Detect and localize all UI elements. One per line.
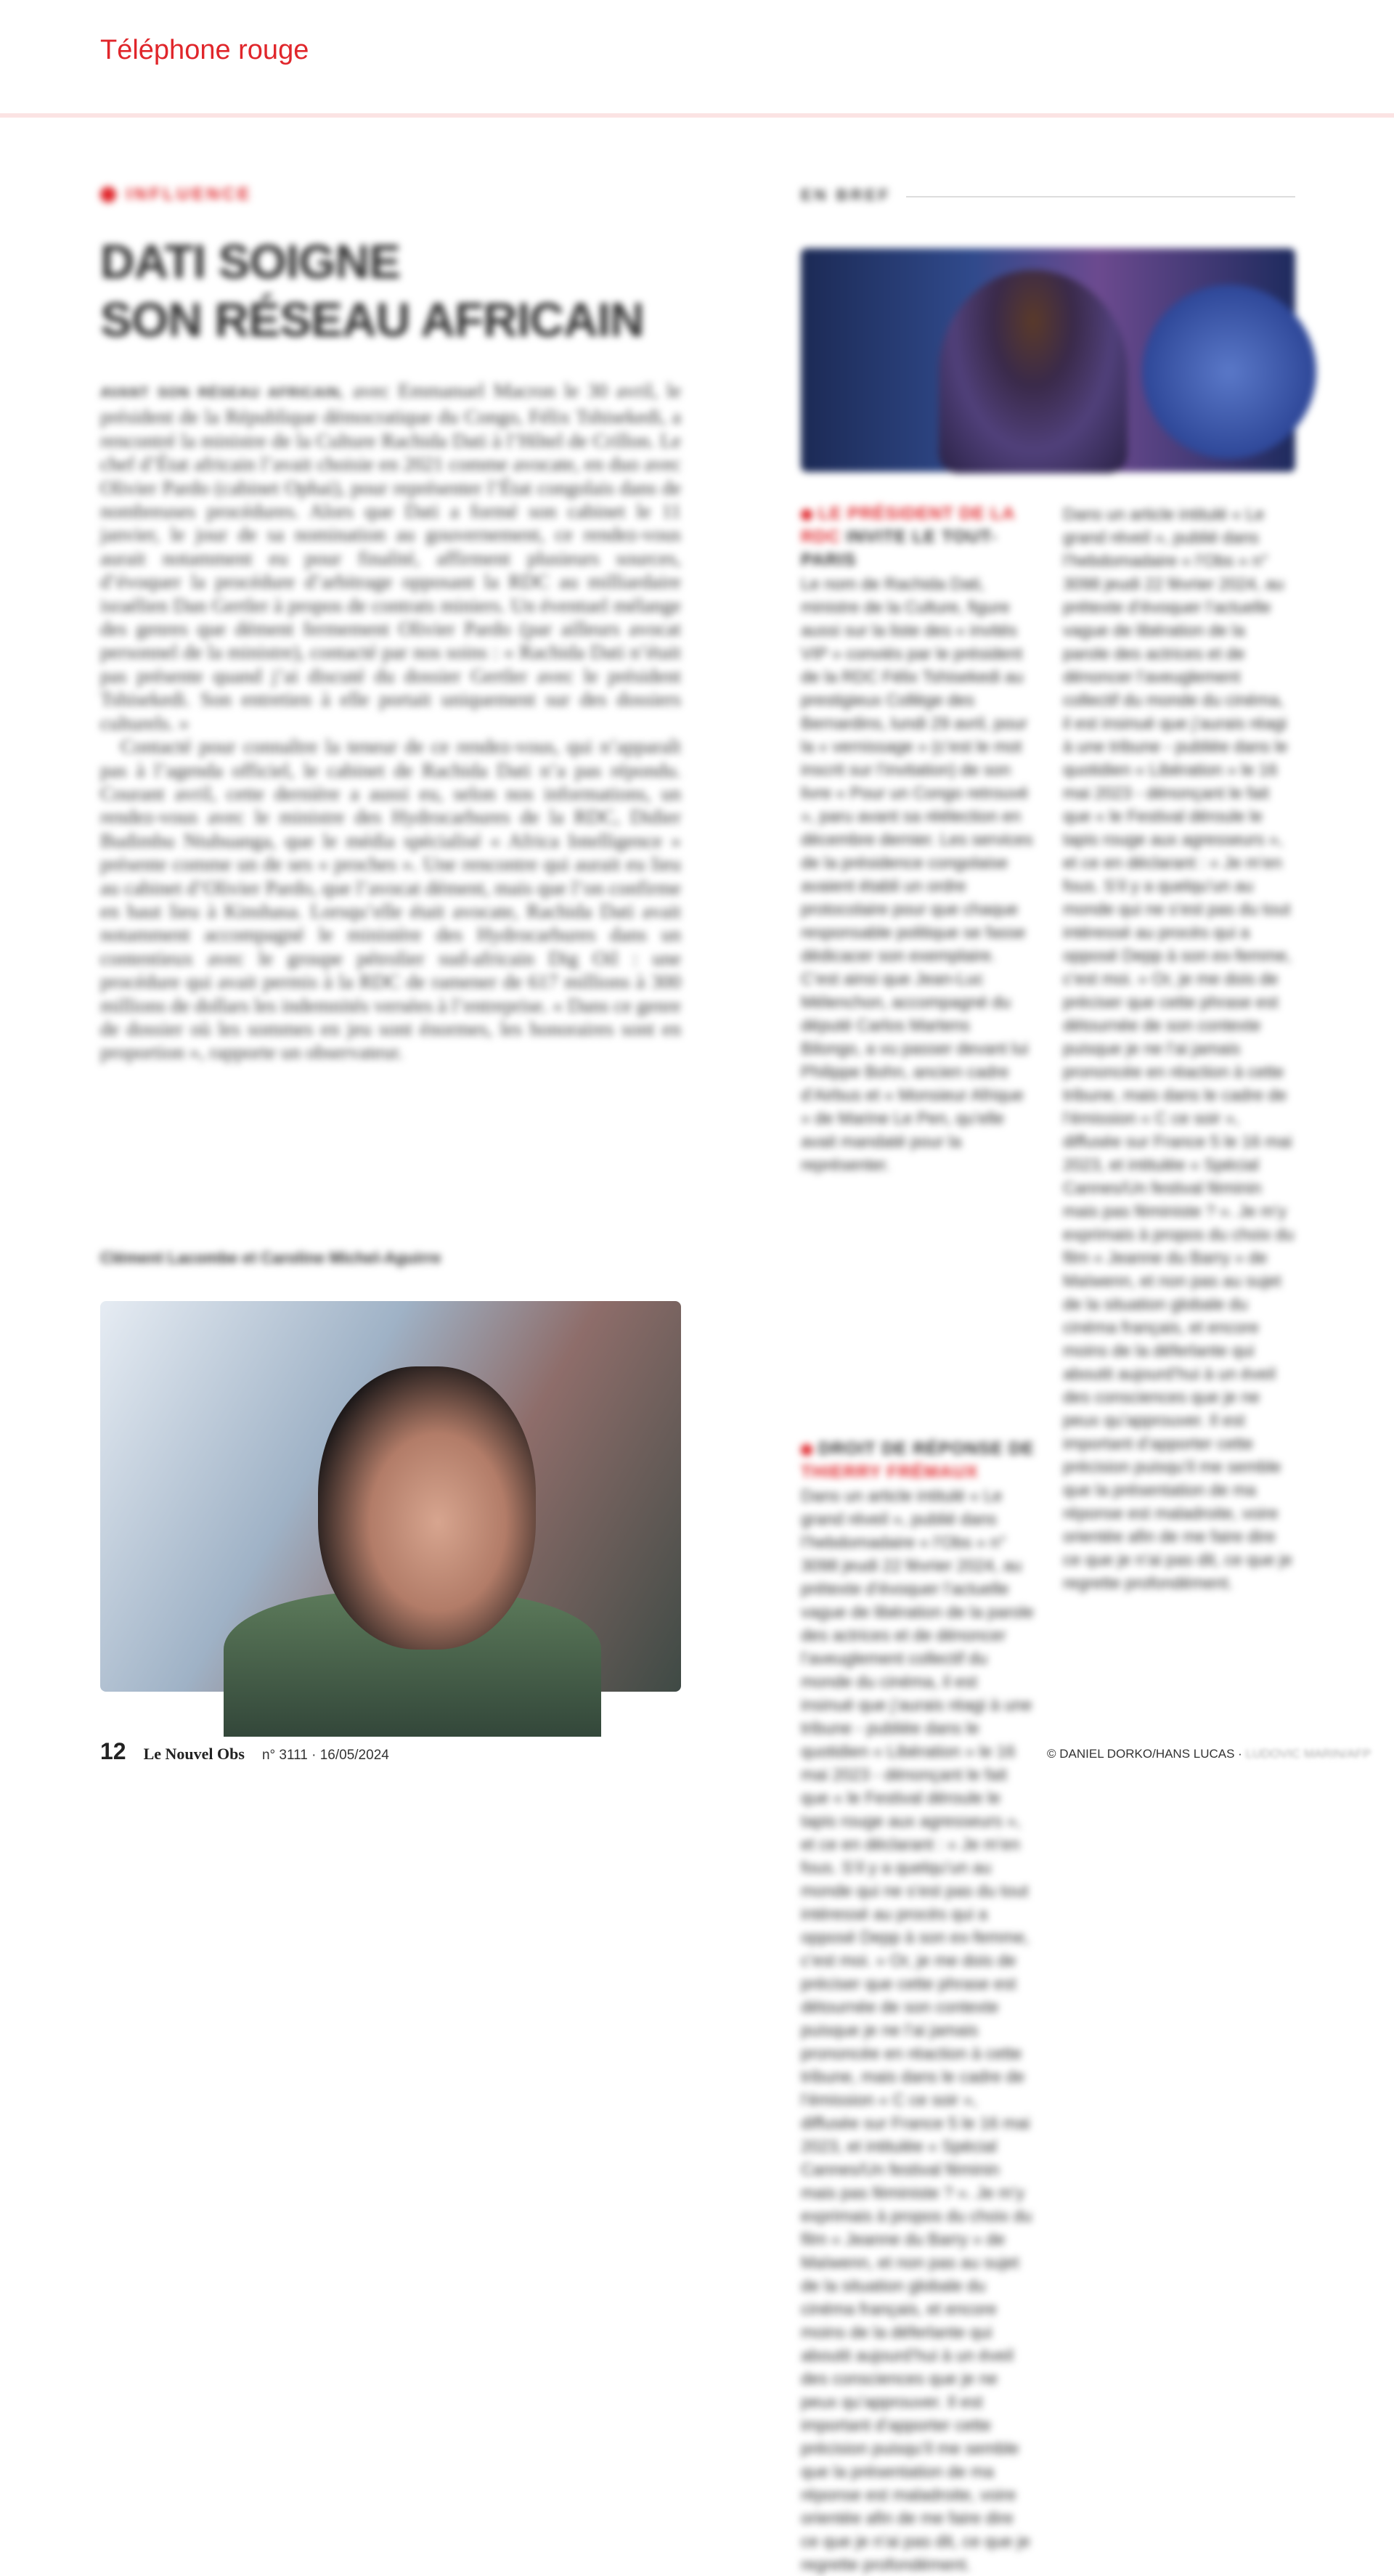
section-title: Téléphone rouge bbox=[100, 35, 309, 65]
photo-credits bbox=[1047, 1747, 1371, 1761]
photo-globe-shape bbox=[1142, 285, 1316, 459]
bullet-dot-icon bbox=[801, 509, 812, 521]
photo-credit-faded: LUDOVIC MARIN/AFP bbox=[1245, 1747, 1371, 1761]
brief-item-2-heading bbox=[801, 1438, 1035, 1484]
headline-line-2: SON RÉSEAU AFRICAIN bbox=[100, 293, 644, 346]
article-kicker bbox=[100, 184, 252, 205]
bullet-dot-icon bbox=[801, 1444, 812, 1456]
article-photo bbox=[100, 1301, 681, 1692]
brief-item-2-continued bbox=[1063, 502, 1295, 1700]
publication-name: Le Nouvel Obs bbox=[143, 1745, 245, 1763]
header-rule bbox=[0, 113, 1394, 118]
page-footer bbox=[100, 1738, 389, 1765]
brief-item-2-body bbox=[801, 1484, 1035, 2574]
paragraph-1-text: avec Emmanuel Macron le 30 avril, le président de la République démocratique du Congo, Félix Tshisekedi, a rencontré la ministre de la Culture Rachida Dati à l’Hôtel de Crillon. Le chef d’État africain l’avait choisie en 2021 comme avocate, en duo avec Olivier Pardo (cabinet Ophai), pour représenter l’État congolais dans de nombreuses procédures. Alors que Dati a formé son cabinet le 11 janvier, le jour de sa nomination au gouvernement, ce rendez-vous aurait notamment eu pour finalité, affirment plusieurs sources, d’évoquer la procédure d’arbitrage opposant la RDC au milliardaire israélien Dan Gertler à propos de contrats miniers. Un éventuel mélange des genres que dément fermement Olivier Pardo (par ailleurs avocat personnel de la ministre), contacté par nos soins : « Rachida Dati n’était pas présente quand j’ai discuté du dossier Gertler avec le président Tshisekedi. Son entretien à elle portait uniquement sur des dossiers culturels. » bbox=[100, 379, 681, 734]
photo-credit-main: © DANIEL DORKO/HANS LUCAS · bbox=[1047, 1747, 1242, 1761]
issue-info: n° 3111 · 16/05/2024 bbox=[261, 1748, 389, 1763]
brief-item-2 bbox=[801, 1438, 1035, 2574]
kicker-label: INFLUENCE bbox=[126, 184, 253, 204]
brief-item-2-head-dark: DROIT DE RÉPONSE DE bbox=[818, 1439, 1035, 1459]
photo-subject-face bbox=[318, 1366, 536, 1650]
brief-section-label: EN BREF bbox=[801, 186, 892, 204]
brief-item-2-head-red: THIERRY FRÉMAUX bbox=[801, 1462, 979, 1482]
article-headline bbox=[100, 232, 681, 349]
article-paragraph-1 bbox=[100, 379, 681, 735]
brief-rule bbox=[906, 196, 1295, 197]
photo-person-shape bbox=[939, 270, 1128, 473]
page-header bbox=[0, 0, 1394, 116]
brief-item-1 bbox=[801, 502, 1035, 1176]
article-lead-in: AVANT SON RÉSEAU AFRICAIN, bbox=[100, 386, 344, 401]
brief-column-continuation: Dans un article intitulé « Le grand réveil », publié dans l’hebdomadaire « l’Obs » n° 3098 jeudi 22 février 2024, au prétexte d’évoquer l’actuelle vague de libération de la parole des actrices et de dénoncer l’aveuglement collectif du monde du cinéma, il est insinué que j’aurais réagi à une tribune - publiée dans le quotidien « Libération » le 16 mai 2023 - dénonçant le fait que « le Festival déroule le tapis rouge aux agresseurs », et ce en déclarant : « Je m’en fous. S’il y a quelqu’un au monde qui ne s’est pas du tout intéressé au procès qui a opposé Depp à son ex-femme, c’est moi. » Or, je me dois de préciser que cette phrase est détournée de son contexte puisque je ne l’ai jamais prononcée en réaction à cette tribune, mais dans le cadre de l’émission « C ce soir », diffusée sur France 5 le 16 mai 2023, et intitulée « Spécial Cannes/Un festival féminin mais pas féministe ? ». Je m’y exprimais à propos du choix du film « Jeanne du Barry » de Maïwenn, et non pas au sujet de la situation globale du cinéma français, et encore moins de la déferlante qui aboutit aujourd’hui à un éveil des consciences que je ne peux qu’approuver. Il est important d’apporter cette précision puisqu’il me semble que la présentation de ma réponse est maladroite, voire orientée afin de me faire dire ce que je n’ai pas dit, ce que je regrette profondément. bbox=[1063, 505, 1295, 1592]
brief-photo bbox=[801, 248, 1295, 472]
brief-item-1-head-dark: INVITE LE TOUT-PARIS bbox=[801, 527, 998, 570]
headline-line-1: DATI SOIGNE bbox=[100, 235, 401, 288]
brief-item-2-body-text: Dans un article intitulé « Le grand réveil », publié dans l’hebdomadaire « l’Obs » n° 3098 jeudi 22 février 2024, au prétexte d’évoquer l’actuelle vague de libération de la parole des actrices et de dénoncer l’aveuglement collectif du monde du cinéma, il est insinué que j’aurais réagi à une tribune - publiée dans le quotidien « Libération » le 16 mai 2023 - dénonçant le fait que « le Festival déroule le tapis rouge aux agresseurs », et ce en déclarant : « Je m’en fous. S’il y a quelqu’un au monde qui ne s’est pas du tout intéressé au procès qui a opposé Depp à son ex-femme, c’est moi. » Or, je me dois de préciser que cette phrase est détournée de son contexte puisque je ne l’ai jamais prononcée en réaction à cette tribune, mais dans le cadre de l’émission « C ce soir », diffusée sur France 5 le 16 mai 2023, et intitulée « Spécial Cannes/Un festival féminin mais pas féministe ? ». Je m’y exprimais à propos du choix du film « Jeanne du Barry » de Maïwenn, et non pas au sujet de la situation globale du cinéma français, et encore moins de la déferlante qui aboutit aujourd’hui à un éveil des consciences que je ne peux qu’approuver. Il est important d’apporter cette précision puisqu’il me semble que la présentation de ma réponse est maladroite, voire orientée afin de me faire dire ce que je n’ai pas dit, ce que je regrette profondément. bbox=[801, 1486, 1034, 2574]
article-byline: Clément Lacombe et Caroline Michel-Aguirre bbox=[100, 1249, 441, 1267]
bullet-dot-icon bbox=[100, 187, 116, 203]
brief-item-1-heading bbox=[801, 502, 1035, 572]
paragraph-2-text: Contacté pour connaître la teneur de ce rendez-vous, qui n’apparaît pas à l’agenda officiel, le cabinet de Rachida Dati n’a pas répondu. Courant avril, cette dernière a aussi eu, selon nos informations, un rendez-vous avec le ministre des Hydrocarbures de la RDC, Didier Budimbu Ntubuanga, que le média spécialisé « Africa Intelligence » présente comme un de ses « proches ». Une rencontre qui aurait eu lieu au cabinet d’Olivier Pardo, que l’avocat dément, mais que l’on confirme en haut lieu à Kinshasa. Lorsqu’elle était avocate, Rachida Dati avait notamment accompagné le ministère des Hydrocarbures dans un contentieux avec le groupe pétrolier sud-africain Dig Oil : une procédure qui avait permis à la RDC de ramener de 617 millions à 300 millions de dollars les indemnités versées à l’entreprise. « Dans ce genre de dossier où les sommes en jeu sont énormes, les honoraires sont en proportion », rapporte un observateur. bbox=[100, 735, 681, 1064]
page-number: 12 bbox=[100, 1738, 126, 1764]
article-paragraph-2 bbox=[100, 735, 681, 1064]
brief-item-1-body: Le nom de Rachida Dati, ministre de la Culture, figure aussi sur la liste des « invités VIP » conviés par le président de la RDC Félix Tshisekedi au prestigieux Collège des Bernardins, lundi 29 avril, pour la « vernissage » (c’est le mot inscrit sur l’invitation) de son livre « Pour un Congo retrouvé », paru avant sa réélection en décembre dernier. Les services de la présidence congolaise avaient établi un ordre protocolaire pour que chaque responsable politique se fasse dédicacer son exemplaire. C’est ainsi que Jean-Luc Mélenchon, accompagné du député Carlos Martens Bilongo, a vu passer devant lui Philippe Bohn, ancien cadre d’Airbus et « Monsieur Afrique » de Marine Le Pen, qu’elle avait mandaté pour la représenter. bbox=[801, 574, 1033, 1174]
article-body bbox=[100, 379, 681, 1064]
brief-item-1-head-red: LE PRÉSIDENT DE LA RDC bbox=[801, 504, 1015, 547]
